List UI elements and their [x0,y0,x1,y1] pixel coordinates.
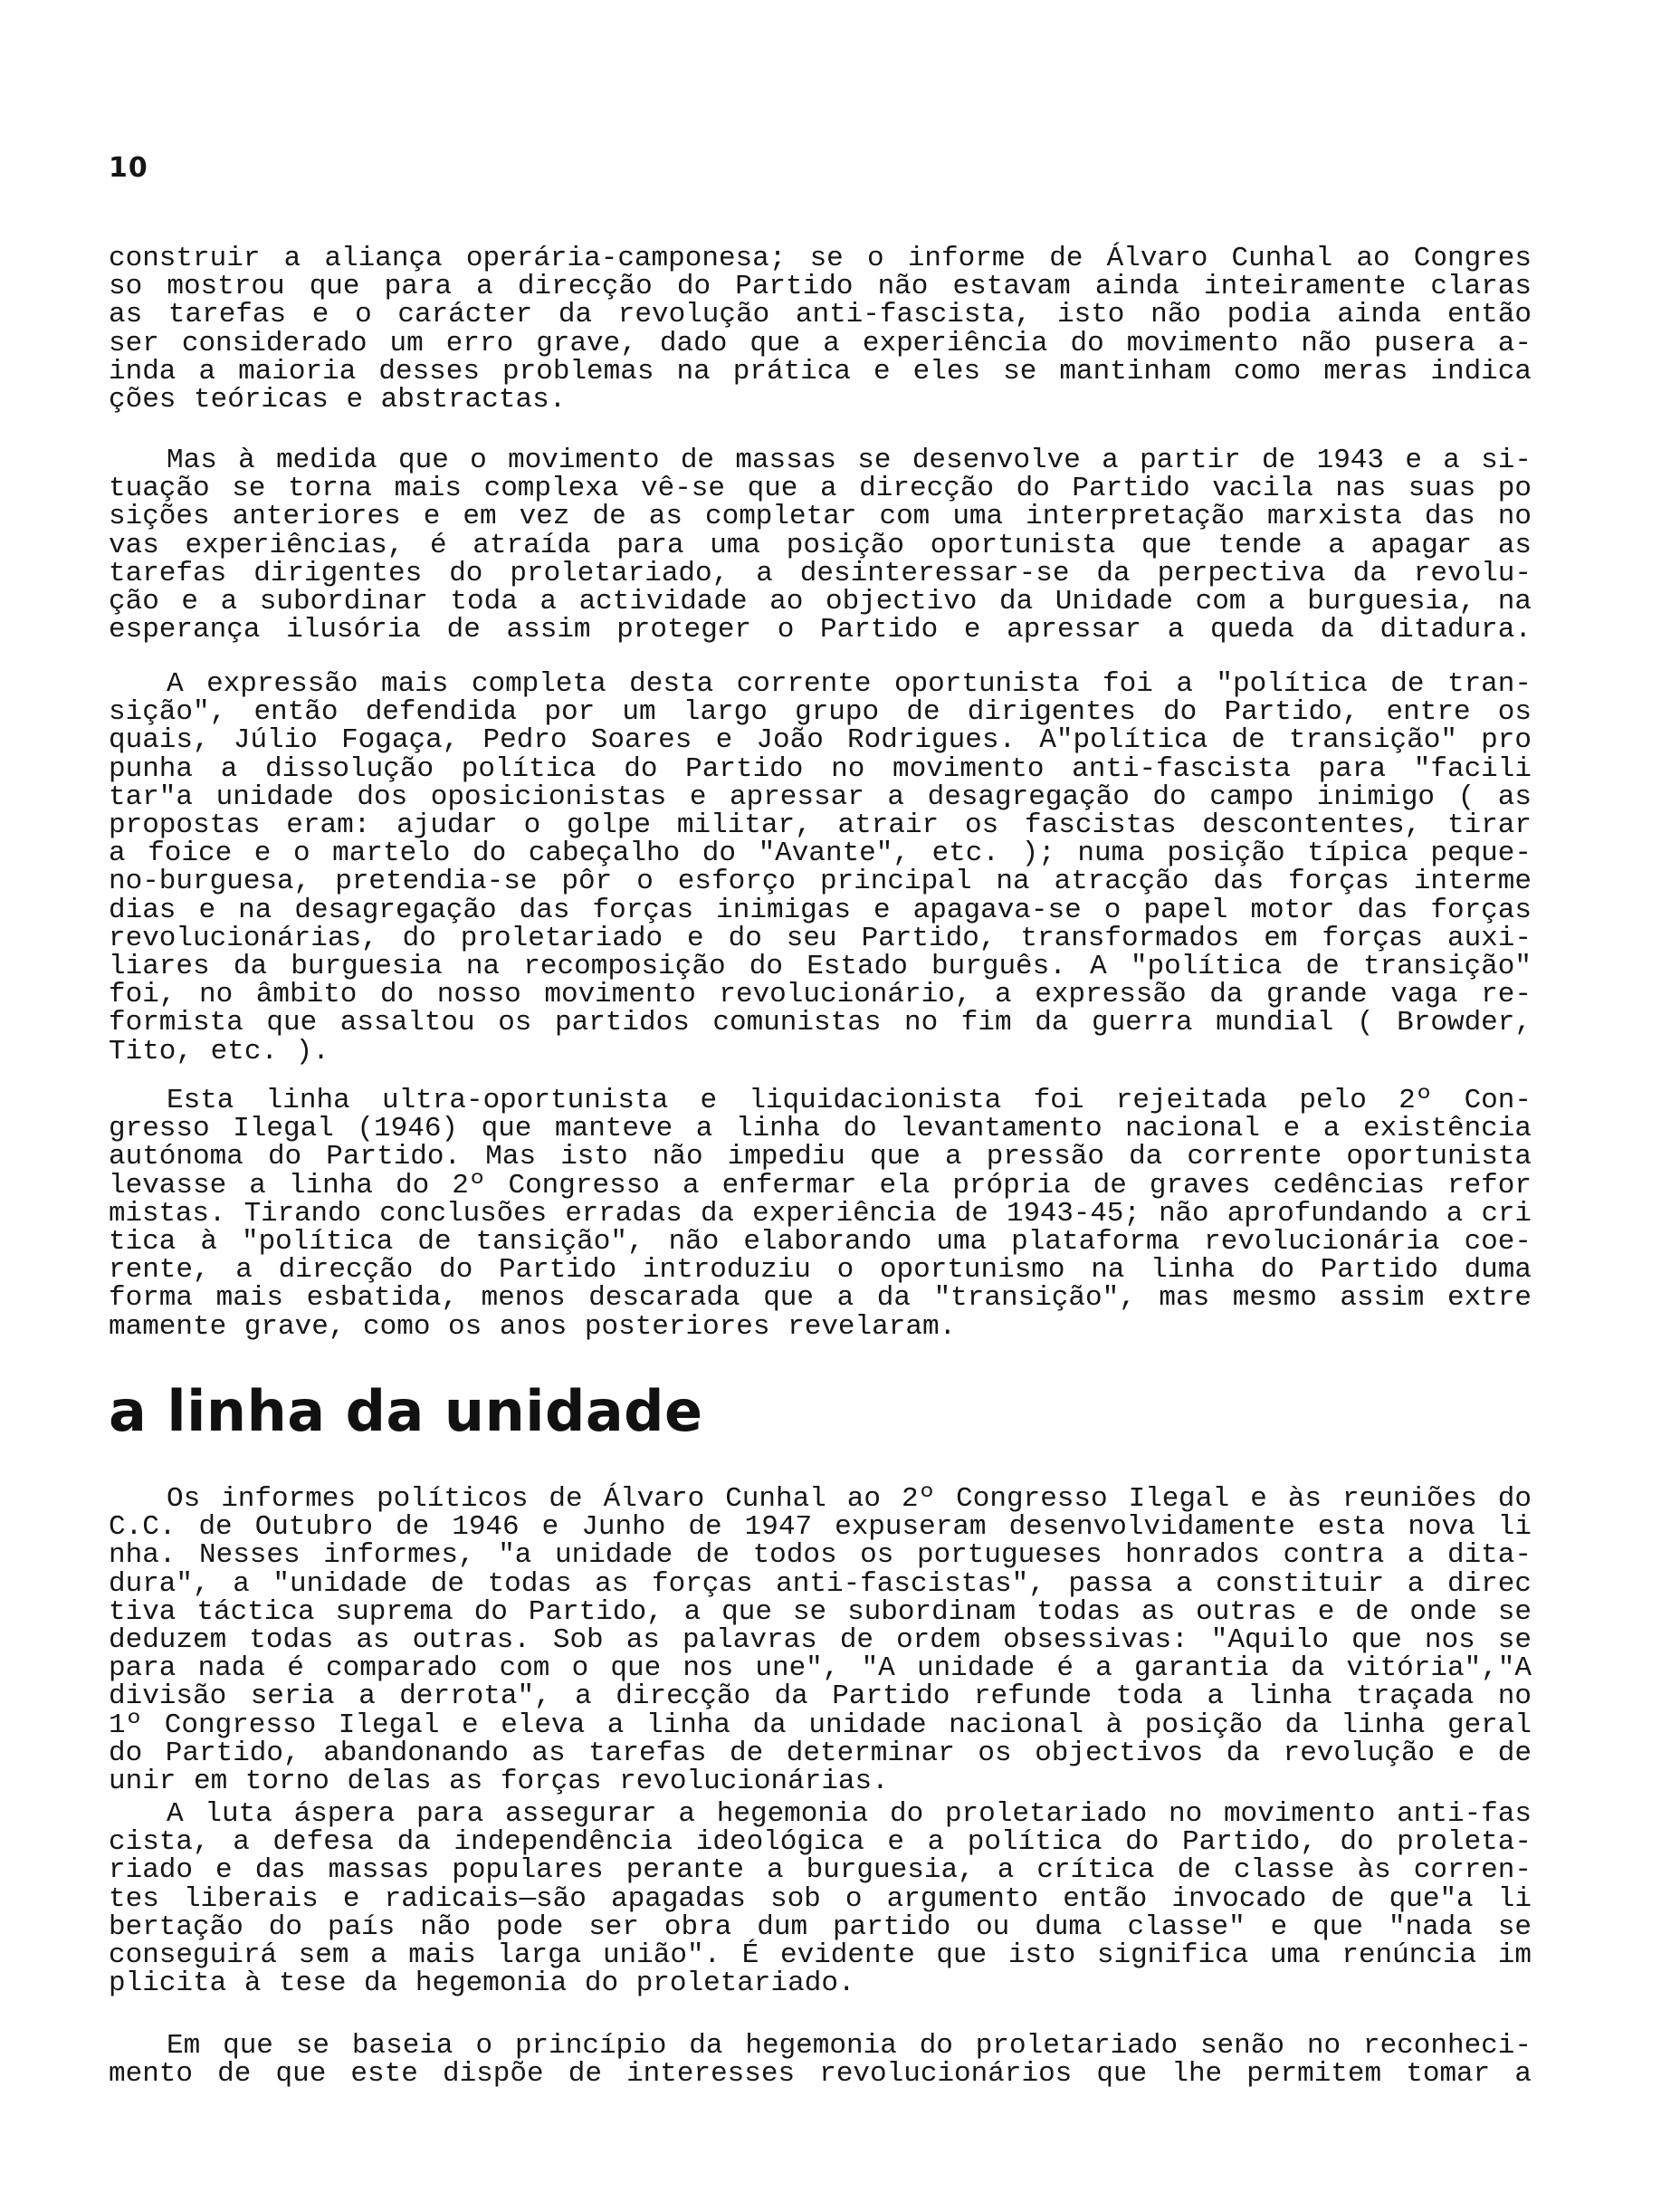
text-line: tiva táctica suprema do Partido, a que se subordinam todas as outras e de onde se [109,1595,1532,1628]
text-line: quais, Júlio Fogaça, Pedro Soares e João Rodrigues. A"política de transição" pro [109,724,1532,757]
text-line: Em que se baseia o princípio da hegemonia do proletariado senão no reconheci- [167,2030,1532,2062]
text-line: do Partido, abandonando as tarefas de determinar os objectivos da revolução e de [109,1737,1532,1769]
text-line: tar"a unidade dos oposicionistas e apressar a desagregação do campo inimigo ( as [109,780,1532,813]
text-line: liares da burguesia na recomposição do Estado burguês. A "política de transição" [109,951,1532,983]
text-line: tarefas dirigentes do proletariado, a desinteressar-se da perpectiva da revolu- [109,557,1532,589]
text-line: Mas à medida que o movimento de massas se desenvolve a partir de 1943 e a si- [167,445,1532,476]
text-line: autónoma do Partido. Mas isto não impediu que a pressão da corrente oportunista [109,1141,1532,1173]
text-line: divisão seria a derrota", a direcção da Partido refunde toda a linha traçada no [109,1680,1532,1713]
text-line: ser considerado um erro grave, dado que a experiência do movimento não pusera a- [109,327,1532,359]
text-line: sições anteriores e em vez de as completar com uma interpretação marxista das no [109,501,1532,533]
text-line: mistas. Tirando conclusões erradas da experiência de 1943-45; não aprofundando a cri [109,1197,1532,1230]
text-line: tica à "política de tansição", não elaborando uma plataforma revolucionária coe- [109,1226,1532,1259]
text-line: deduzem todas as outras. Sob as palavras de ordem obsessivas: "Aquilo que nos se [109,1624,1532,1657]
paragraph-4 [109,1087,1532,1341]
text-line: mento de que este dispõe de interesses revolucionários que lhe permitem tomar a [109,2058,1532,2091]
text-line: A expressão mais completa desta corrente oportunista foi a "política de tran- [167,668,1532,700]
text-line: dias e na desagregação das forças inimigas e apagava-se o papel motor das forças [109,894,1532,926]
text-line: as tarefas e o carácter da revolução anti-fascista, isto não podia ainda então [109,299,1532,331]
text-line: tuação se torna mais complexa vê-se que a direcção do Partido vacila nas suas po [109,473,1532,505]
text-line: ção e a subordinar toda a actividade ao objectivo da Unidade com a burguesia, na [109,586,1532,618]
section-paragraph-2 [109,1798,1532,2000]
text-line: gresso Ilegal (1946) que manteve a linha do levantamento nacional e a existência [109,1113,1532,1145]
text-line: dura", a "unidade de todas as forças anti-fascistas", passa a constituir a direc [109,1567,1532,1600]
text-line: formista que assaltou os partidos comunistas no fim da guerra mundial ( Browder, [109,1007,1532,1039]
text-line: conseguirá sem a mais larga união". É evidente que isto significa uma renúncia im [109,1939,1532,1972]
text-line: 1º Congresso Ilegal e eleva a linha da unidade nacional à posição da linha geral [109,1709,1532,1741]
text-line: levasse a linha do 2º Congresso a enfermar ela própria de graves cedências refor [109,1169,1532,1202]
page-number: 10 [109,152,148,184]
text-line: bertação do país não pode ser obra dum partido ou duma classe" e que "nada se [109,1910,1532,1943]
text-line: rente, a direcção do Partido introduziu o oportunismo na linha do Partido duma [109,1254,1532,1287]
paragraph-2 [109,446,1532,644]
text-line: no-burguesa, pretendia-se pôr o esforço principal na atracção das forças interme [109,866,1532,898]
text-line: revolucionárias, do proletariado e do seu Partido, transformados em forças auxi- [109,922,1532,954]
text-line: esperança ilusória de assim proteger o Partido e apressar a queda da ditadura. [109,614,1532,646]
text-line: Esta linha ultra-oportunista e liquidacionista foi rejeitada pelo 2º Con- [167,1085,1532,1116]
text-line: C.C. de Outubro de 1946 e Junho de 1947 expuseram desenvolvidamente esta nova li [109,1511,1532,1544]
text-line: cista, a defesa da independência ideológica e a política do Partido, do proleta- [109,1826,1532,1859]
text-line: para nada é comparado com o que nos une", "A unidade é a garantia da vitória","A [109,1652,1532,1685]
text-line: A luta áspera para assegurar a hegemonia do proletariado no movimento anti-fas [167,1798,1532,1830]
text-line: nha. Nesses informes, "a unidade de todos os portugueses honrados contra a dita- [109,1539,1532,1572]
text-line: unir em torno delas as forças revolucionárias. [109,1766,889,1798]
text-line: so mostrou que para a direcção do Partido não estavam ainda inteiramente claras [109,271,1532,303]
text-line: plicita à tese da hegemonia do proletariado. [109,1967,855,2000]
text-line: mamente grave, como os anos posteriores revelaram. [109,1310,957,1343]
text-line: Tito, etc. ). [109,1035,329,1067]
text-line: a foice e o martelo do cabeçalho do "Avante", etc. ); numa posição típica peque- [109,838,1532,870]
text-line: construir a aliança operária-camponesa; se o informe de Álvaro Cunhal ao Congres [109,243,1532,274]
text-line: foi, no âmbito do nosso movimento revolucionário, a expressão da grande vaga re- [109,979,1532,1011]
text-line: forma mais esbatida, menos descarada que a da "transição", mas mesmo assim extre [109,1282,1532,1315]
text-line: vas experiências, é atraída para uma posição oportunista que tende a apagar as [109,529,1532,561]
text-line: inda a maioria desses problemas na prática e eles se mantinham como meras indica [109,355,1532,388]
paragraph-3 [109,670,1532,1066]
text-line: punha a dissolução política do Partido no movimento anti-fascista para "facili [109,752,1532,785]
text-line: sição", então defendida por um largo grupo de dirigentes do Partido, entre os [109,696,1532,729]
text-line: riado e das massas populares perante a burguesia, a crítica de classe às corren- [109,1854,1532,1887]
text-line: ções teóricas e abstractas. [109,384,567,416]
text-line: Os informes políticos de Álvaro Cunhal ao 2º Congresso Ilegal e às reuniões do [167,1483,1532,1515]
section-paragraph-1 [109,1483,1532,1798]
text-line: tes liberais e radicais—são apagadas sob o argumento então invocado de que"a li [109,1882,1532,1915]
paragraph-1 [109,244,1532,414]
text-line: propostas eram: ajudar o golpe militar, atrair os fascistas descontentes, tirar [109,809,1532,842]
section-paragraph-3 [109,2030,1532,2091]
section-heading: a linha da unidade [109,1378,703,1444]
